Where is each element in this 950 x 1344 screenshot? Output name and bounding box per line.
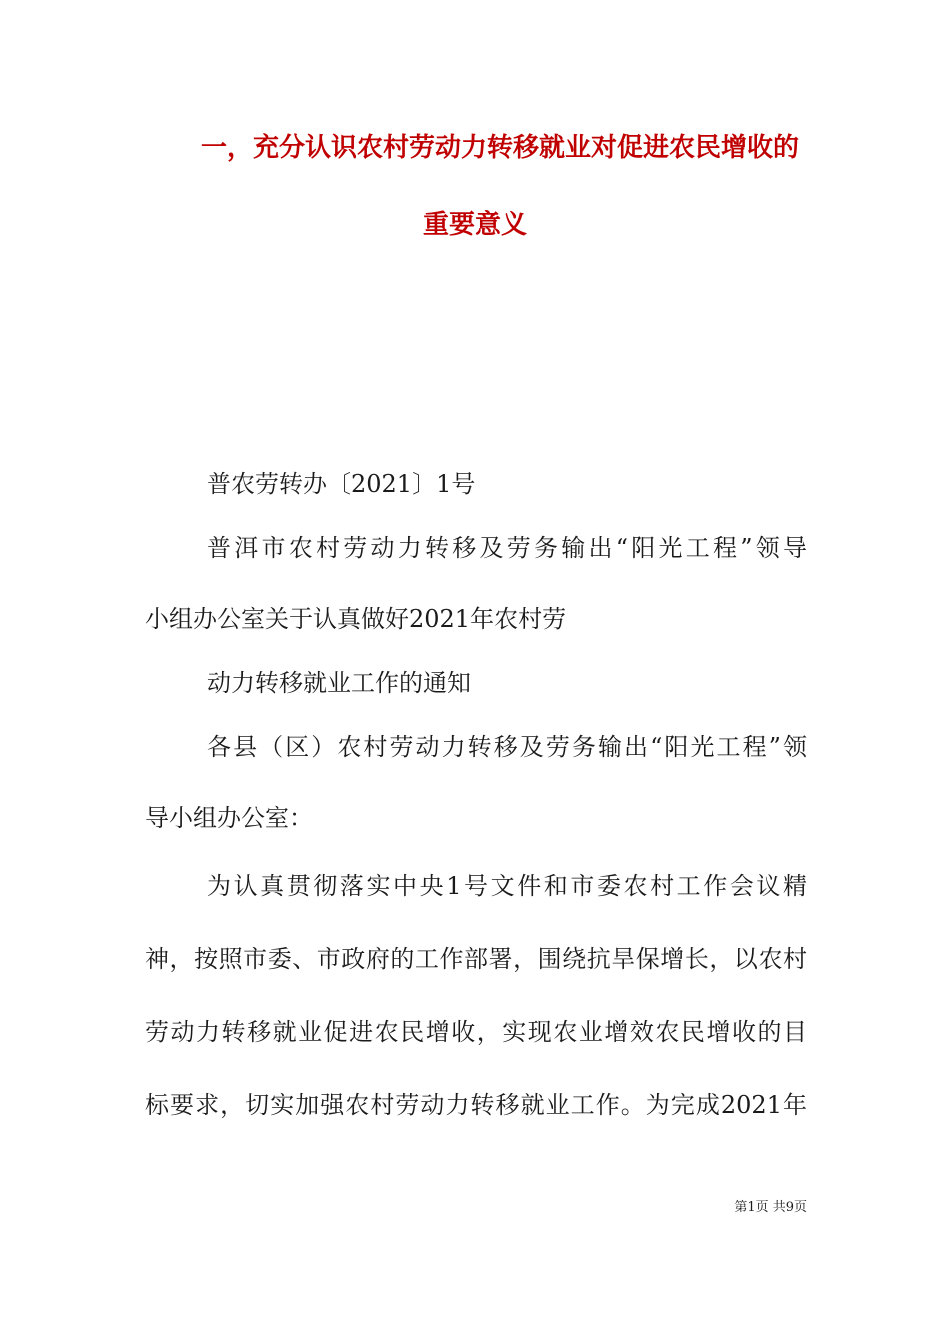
notice-title-line-2: 小组办公室关于认真做好2021年农村劳 <box>145 605 567 633</box>
addressee-line-1: 各县（区）农村劳动力转移及劳务输出“阳光工程”领 <box>207 733 807 761</box>
heading-line-2: 重要意义 <box>422 210 527 240</box>
addressee-line-2: 导小组办公室： <box>145 804 313 832</box>
paragraph-line-1: 为认真贯彻落实中央1号文件和市委农村工作会议精 <box>207 872 807 900</box>
notice-title-line-3: 动力转移就业工作的通知 <box>207 669 471 697</box>
heading-line-1: 一，充分认识农村劳动力转移就业对促进农民增收的 <box>200 133 799 163</box>
paragraph-line-4: 标要求，切实加强农村劳动力转移就业工作。为完成2021年 <box>145 1091 807 1119</box>
paragraph-line-3: 劳动力转移就业促进农民增收，实现农业增效农民增收的目 <box>145 1018 807 1046</box>
page-indicator: 第1页 共9页 <box>734 1200 807 1215</box>
doc-number: 普农劳转办〔2021〕1号 <box>207 470 476 498</box>
notice-title-line-1: 普洱市农村劳动力转移及劳务输出“阳光工程”领导 <box>207 534 807 562</box>
paragraph-line-2: 神，按照市委、市政府的工作部署，围绕抗旱保增长，以农村 <box>145 945 807 973</box>
